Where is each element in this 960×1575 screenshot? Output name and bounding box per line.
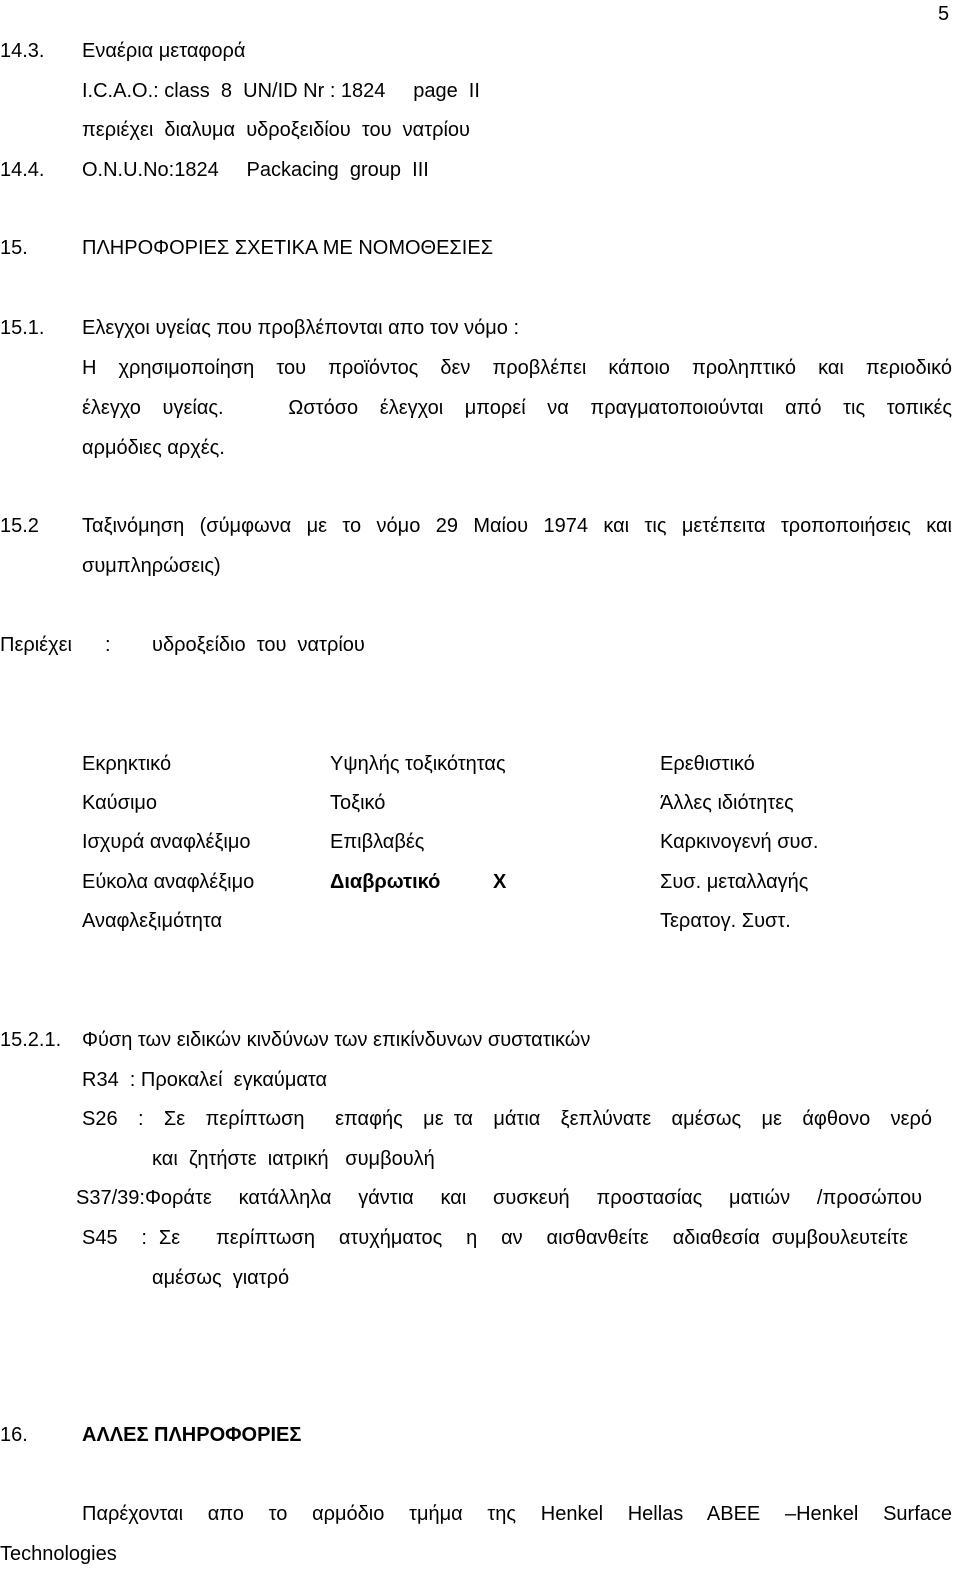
class-cell-selected: Διαβρωτικό bbox=[330, 871, 441, 893]
section-15-2-1-title: Φύση των ειδικών κινδύνων των επικίνδυνων συστατικών bbox=[82, 1029, 591, 1051]
class-cell: Επιβλαβές bbox=[330, 831, 425, 853]
safety-phrase-s45: S45 : Σε περίπτωση ατυχήματος η αν αισθανθείτε αδιαθεσία συμβουλευτείτε bbox=[82, 1227, 908, 1249]
section-15-2-1-number: 15.2.1. bbox=[0, 1029, 62, 1051]
risk-phrase-r34: R34 : Προκαλεί εγκαύματα bbox=[82, 1069, 328, 1091]
section-15-1-number: 15.1. bbox=[0, 317, 45, 339]
section-15-2-number: 15.2 bbox=[0, 515, 39, 537]
contains-colon: : bbox=[105, 634, 111, 656]
contains-label: Περιέχει bbox=[0, 634, 72, 656]
section-15-2-line: Ταξινόμηση (σύμφωνα με το νόμο 29 Μαίου 1974 και τις μετέπειτα τροποποιήσεις και bbox=[82, 515, 952, 537]
section-16-text-cont: Technologies bbox=[0, 1543, 117, 1565]
section-16-text: Παρέχονται απο το αρμόδιο τμήμα της Henkel Hellas ABEE –Henkel Surface bbox=[82, 1503, 952, 1525]
section-14-3-number: 14.3. bbox=[0, 40, 45, 62]
class-cell: Αναφλεξιμότητα bbox=[82, 910, 223, 932]
class-cell: Συσ. μεταλλαγής bbox=[660, 871, 809, 893]
icao-line: I.C.A.O.: class 8 UN/ID Nr : 1824 page II bbox=[82, 80, 480, 102]
class-cell: Τοξικό bbox=[330, 792, 386, 814]
safety-phrase-s26-cont: και ζητήστε ιατρική συμβουλή bbox=[152, 1148, 435, 1170]
section-15-1-line: Ελεγχοι υγείας που προβλέπονται απο τον νόμο : bbox=[82, 317, 520, 339]
contains-solution-line: περιέχει διαλυμα υδροξειδίου του νατρίου bbox=[82, 119, 470, 141]
section-14-3-title: Εναέρια μεταφορά bbox=[82, 40, 246, 62]
class-cell: Τερατογ. Συστ. bbox=[660, 910, 791, 932]
selected-mark: X bbox=[493, 871, 507, 893]
section-16-title: ΑΛΛΕΣ ΠΛΗΡΟΦΟΡΙΕΣ bbox=[82, 1424, 302, 1446]
section-15-2-line: συμπληρώσεις) bbox=[82, 555, 221, 577]
section-15-1-line: αρμόδιες αρχές. bbox=[82, 437, 225, 459]
class-cell: Άλλες ιδιότητες bbox=[660, 792, 794, 814]
safety-phrase-s37-39: S37/39:Φοράτε κατάλληλα γάντια και συσκευή προστασίας ματιών /προσώπου bbox=[76, 1187, 922, 1209]
class-cell: Εκρηκτικό bbox=[82, 753, 172, 775]
contains-value: υδροξείδιο του νατρίου bbox=[152, 634, 365, 656]
class-cell: Καύσιμο bbox=[82, 792, 158, 814]
class-cell: Καρκινογενή συσ. bbox=[660, 831, 819, 853]
section-15-number: 15. bbox=[0, 237, 28, 259]
class-cell: Ερεθιστικό bbox=[660, 753, 755, 775]
page-number: 5 bbox=[938, 3, 950, 25]
class-cell: Ισχυρά αναφλέξιμο bbox=[82, 831, 251, 853]
section-14-4-text: O.N.U.No:1824 Packacing group III bbox=[82, 159, 429, 181]
section-15-1-line: έλεγχο υγείας. Ωστόσο έλεγχοι μπορεί να πραγματοποιούνται από τις τοπικές bbox=[82, 397, 952, 419]
section-15-1-line: Η χρησιμοποίηση του προϊόντος δεν προβλέπει κάποιο προληπτικό και περιοδικό bbox=[82, 357, 952, 379]
section-14-4-number: 14.4. bbox=[0, 159, 45, 181]
class-cell: Υψηλής τοξικότητας bbox=[330, 753, 506, 775]
section-16-number: 16. bbox=[0, 1424, 28, 1446]
safety-phrase-s26: S26 : Σε περίπτωση επαφής με τα μάτια ξεπλύνατε αμέσως με άφθονο νερό bbox=[82, 1108, 932, 1130]
safety-phrase-s45-cont: αμέσως γιατρό bbox=[152, 1267, 290, 1289]
class-cell: Εύκολα αναφλέξιμο bbox=[82, 871, 255, 893]
section-15-title: ΠΛΗΡΟΦΟΡΙΕΣ ΣΧΕΤΙΚΑ ΜΕ ΝΟΜΟΘΕΣΙΕΣ bbox=[82, 237, 494, 259]
